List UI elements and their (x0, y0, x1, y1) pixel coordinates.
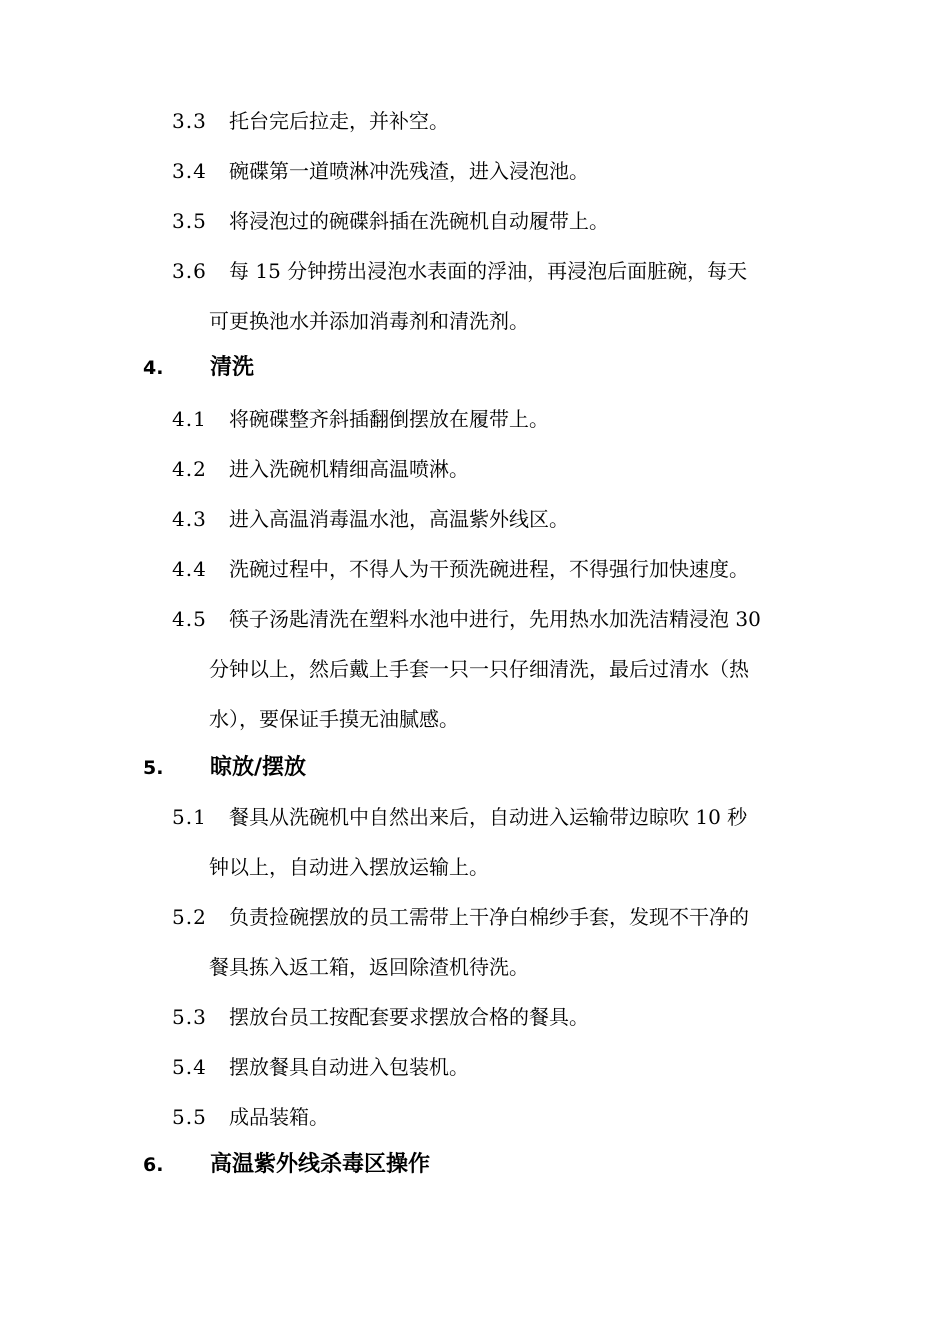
item-number: 4.5 (172, 607, 207, 631)
section-number: 6. (143, 1154, 164, 1176)
item-text-continued: 分钟以上，然后戴上手套一只一只仔细清洗，最后过清水（热 (209, 657, 749, 681)
item-text-continued: 水），要保证手摸无油腻感。 (209, 707, 459, 731)
item-number: 5.4 (172, 1055, 207, 1079)
item-number: 5.1 (172, 805, 207, 829)
section-number: 5. (143, 757, 164, 779)
item-text: 碗碟第一道喷淋冲洗残渣，进入浸泡池。 (229, 159, 589, 183)
item-number: 3.4 (172, 159, 207, 183)
list-item (172, 1092, 822, 1142)
list-item (172, 444, 822, 494)
item-text: 进入高温消毒温水池，高温紫外线区。 (229, 507, 569, 531)
list-item (172, 792, 822, 892)
item-number: 5.2 (172, 905, 207, 929)
section-title: 清洗 (210, 355, 255, 380)
item-text: 将碗碟整齐斜插翻倒摆放在履带上。 (229, 407, 549, 431)
item-text-continued: 钟以上，自动进入摆放运输上。 (209, 855, 489, 879)
list-item (172, 992, 822, 1042)
item-text: 每 15 分钟捞出浸泡水表面的浮油，再浸泡后面脏碗，每天 (229, 259, 748, 283)
item-number: 3.6 (172, 259, 207, 283)
list-item (172, 494, 822, 544)
item-number: 5.5 (172, 1105, 207, 1129)
item-text: 洗碗过程中，不得人为干预洗碗进程，不得强行加快速度。 (229, 557, 749, 581)
item-number: 3.5 (172, 209, 207, 233)
list-item (172, 544, 822, 594)
section-title: 高温紫外线杀毒区操作 (210, 1152, 431, 1177)
item-number: 4.1 (172, 407, 207, 431)
item-text: 成品装箱。 (229, 1105, 329, 1129)
list-item (172, 594, 822, 744)
item-text: 负责捡碗摆放的员工需带上干净白棉纱手套，发现不干净的 (229, 905, 749, 929)
item-number: 4.2 (172, 457, 207, 481)
item-number: 5.3 (172, 1005, 207, 1029)
item-text-continued: 餐具拣入返工箱，返回除渣机待洗。 (209, 955, 529, 979)
section-number: 4. (143, 357, 164, 379)
item-text: 摆放餐具自动进入包装机。 (229, 1055, 469, 1079)
item-text-continued: 可更换池水并添加消毒剂和清洗剂。 (209, 309, 529, 333)
item-number: 4.4 (172, 557, 207, 581)
list-item (172, 146, 822, 196)
item-text: 餐具从洗碗机中自然出来后，自动进入运输带边晾吹 10 秒 (229, 805, 748, 829)
list-item (172, 394, 822, 444)
item-text: 摆放台员工按配套要求摆放合格的餐具。 (229, 1005, 589, 1029)
item-text: 筷子汤匙清洗在塑料水池中进行，先用热水加洗洁精浸泡 30 (229, 607, 761, 631)
list-item (172, 246, 822, 346)
item-text: 进入洗碗机精细高温喷淋。 (229, 457, 469, 481)
list-item (172, 892, 822, 992)
item-text: 将浸泡过的碗碟斜插在洗碗机自动履带上。 (229, 209, 609, 233)
item-text: 托台完后拉走，并补空。 (229, 109, 449, 133)
list-item (172, 96, 822, 146)
section-title: 晾放/摆放 (210, 755, 307, 780)
list-item (172, 196, 822, 246)
item-number: 4.3 (172, 507, 207, 531)
list-item (172, 1042, 822, 1092)
item-number: 3.3 (172, 109, 207, 133)
